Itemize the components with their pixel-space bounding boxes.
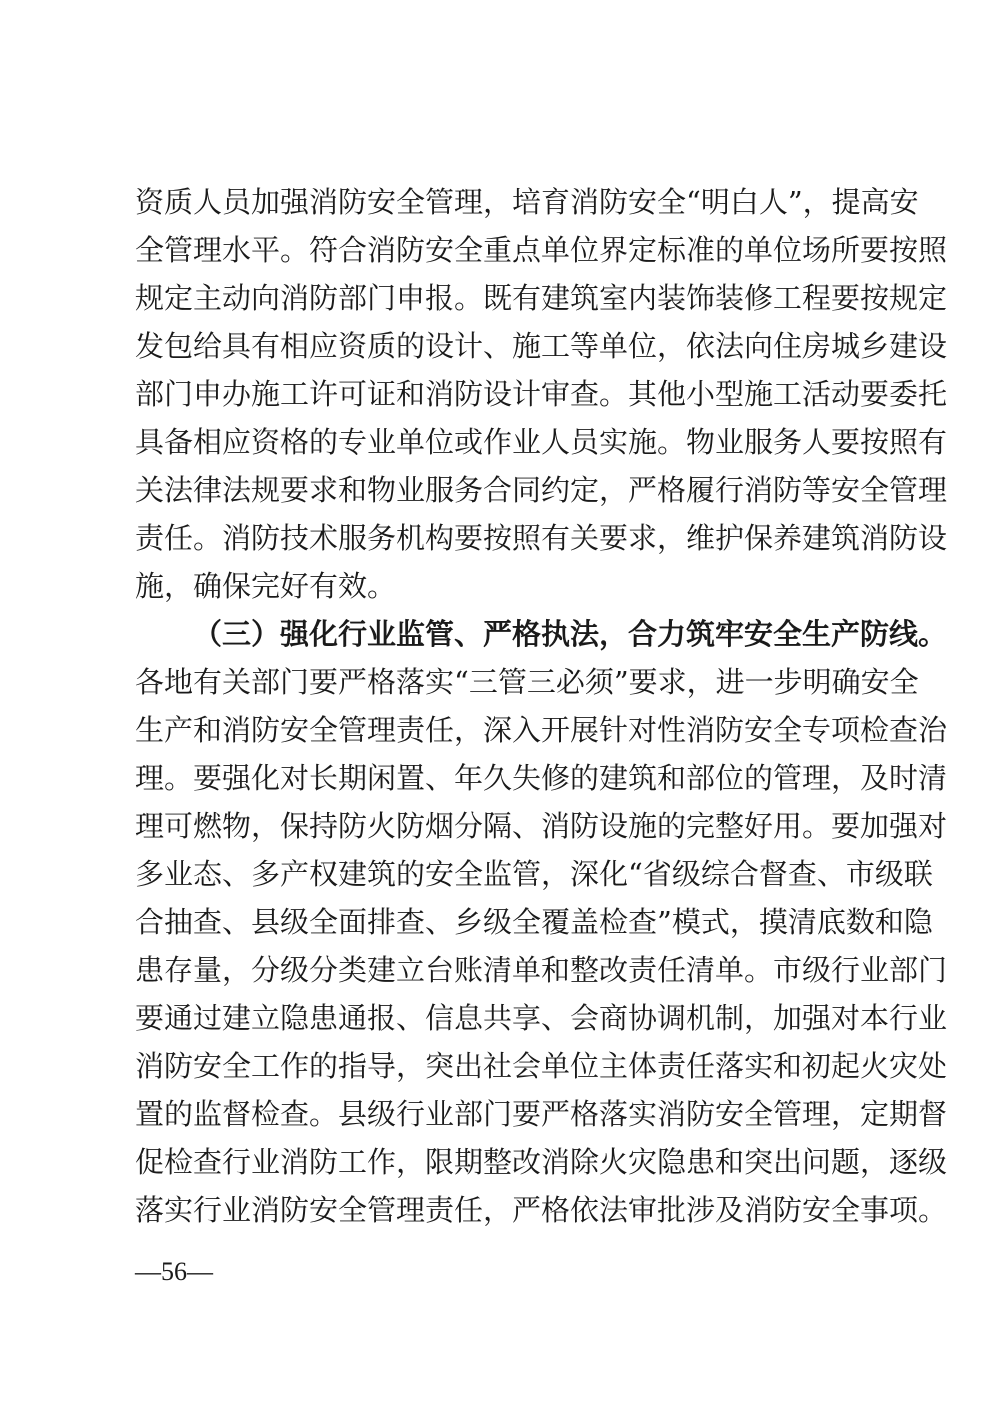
text-line: 要通过建立隐患通报、信息共享、会商协调机制，加强对本行业 [135, 1001, 948, 1035]
text-line: 促检查行业消防工作，限期整改消除火灾隐患和突出问题，逐级 [135, 1145, 948, 1179]
text-line: 消防安全工作的指导，突出社会单位主体责任落实和初起火灾处 [135, 1049, 948, 1083]
text-line: 关法律法规要求和物业服务合同约定，严格履行消防等安全管理 [135, 473, 948, 507]
text-line: 发包给具有相应资质的设计、施工等单位，依法向住房城乡建设 [135, 329, 948, 363]
text-line: 生产和消防安全管理责任，深入开展针对性消防安全专项检查治 [135, 713, 948, 747]
text-line: 具备相应资格的专业单位或作业人员实施。物业服务人要按照有 [135, 425, 948, 459]
text-line: 各地有关部门要严格落实“三管三必须”要求，进一步明确安全 [135, 665, 919, 699]
text-line: 合抽查、县级全面排查、乡级全覆盖检查”模式，摸清底数和隐 [135, 905, 933, 939]
text-line: 施，确保完好有效。 [135, 569, 397, 603]
text-line: 理。要强化对长期闲置、年久失修的建筑和部位的管理，及时清 [135, 761, 948, 795]
text-line: 资质人员加强消防安全管理，培育消防安全“明白人”，提高安 [135, 185, 919, 219]
page-number: —56— [135, 1257, 213, 1286]
text-line: 规定主动向消防部门申报。既有建筑室内装饰装修工程要按规定 [135, 281, 948, 315]
text-line: 理可燃物，保持防火防烟分隔、消防设施的完整好用。要加强对 [135, 809, 948, 843]
text-line: 患存量，分级分类建立台账清单和整改责任清单。市级行业部门 [135, 953, 948, 987]
text-line: 落实行业消防安全管理责任，严格依法审批涉及消防安全事项。 [135, 1193, 948, 1227]
text-line: 全管理水平。符合消防安全重点单位界定标准的单位场所要按照 [135, 233, 948, 267]
text-line: 责任。消防技术服务机构要按照有关要求，维护保养建筑消防设 [135, 521, 948, 555]
text-line: 部门申办施工许可证和消防设计审查。其他小型施工活动要委托 [135, 377, 948, 411]
text-line: 置的监督检查。县级行业部门要严格落实消防安全管理，定期督 [135, 1097, 948, 1131]
section-heading: （三）强化行业监管、严格执法，合力筑牢安全生产防线。 [193, 617, 948, 651]
body-text [135, 178, 948, 1234]
text-line: 多业态、多产权建筑的安全监管，深化“省级综合督查、市级联 [135, 857, 933, 891]
